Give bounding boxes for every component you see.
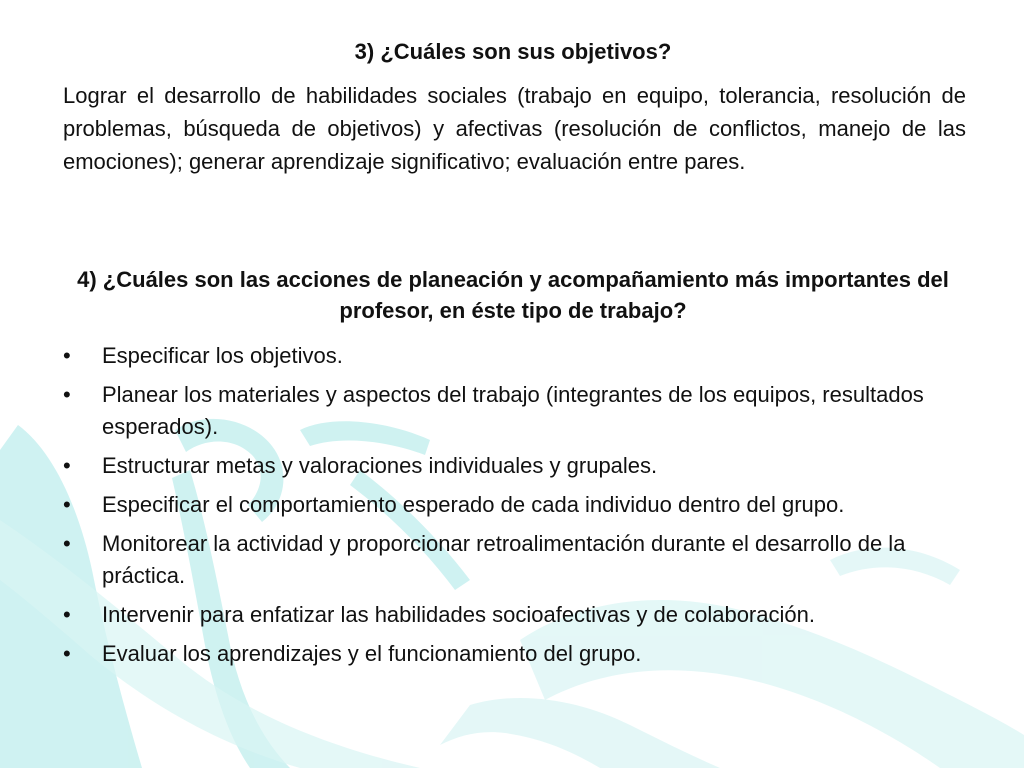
section-3-heading: 3) ¿Cuáles son sus objetivos? bbox=[354, 39, 672, 64]
list-item-text: Monitorear la actividad y proporcionar retroalimentación durante el desarrollo de la práctica. bbox=[102, 531, 906, 588]
bullet-icon: • bbox=[63, 382, 71, 407]
list-item bbox=[63, 379, 966, 443]
bullet-icon: • bbox=[63, 343, 71, 368]
list-item bbox=[63, 450, 966, 482]
list-item bbox=[63, 528, 966, 592]
list-item bbox=[63, 489, 966, 521]
list-item bbox=[63, 599, 966, 631]
section-4-heading: 4) ¿Cuáles son las acciones de planeación y acompañamiento más importantes del profesor, en éste tipo de trabajo? bbox=[77, 267, 949, 323]
list-item-text: Especificar el comportamiento esperado de cada individuo dentro del grupo. bbox=[102, 492, 845, 517]
bullet-icon: • bbox=[63, 531, 71, 556]
list-item-text: Especificar los objetivos. bbox=[102, 343, 343, 368]
bullet-icon: • bbox=[63, 602, 71, 627]
list-item-text: Estructurar metas y valoraciones individuales y grupales. bbox=[102, 453, 658, 478]
list-item bbox=[63, 340, 966, 372]
bullet-icon: • bbox=[63, 492, 71, 517]
section-3-paragraph: Lograr el desarrollo de habilidades sociales (trabajo en equipo, tolerancia, resolución de problemas, búsqueda de objetivos) y afectivas (resolución de conflictos, manejo de las emociones); generar aprendizaje significativo; evaluación entre pares. bbox=[63, 83, 966, 174]
list-item-text: Evaluar los aprendizajes y el funcionamiento del grupo. bbox=[102, 641, 642, 666]
list-item-text: Intervenir para enfatizar las habilidades socioafectivas y de colaboración. bbox=[102, 602, 815, 627]
list-item bbox=[63, 638, 966, 670]
bullet-icon: • bbox=[63, 453, 71, 478]
bullet-list bbox=[63, 340, 966, 677]
list-item-text: Planear los materiales y aspectos del trabajo (integrantes de los equipos, resultados esperados). bbox=[102, 382, 924, 439]
bullet-icon: • bbox=[63, 641, 71, 666]
